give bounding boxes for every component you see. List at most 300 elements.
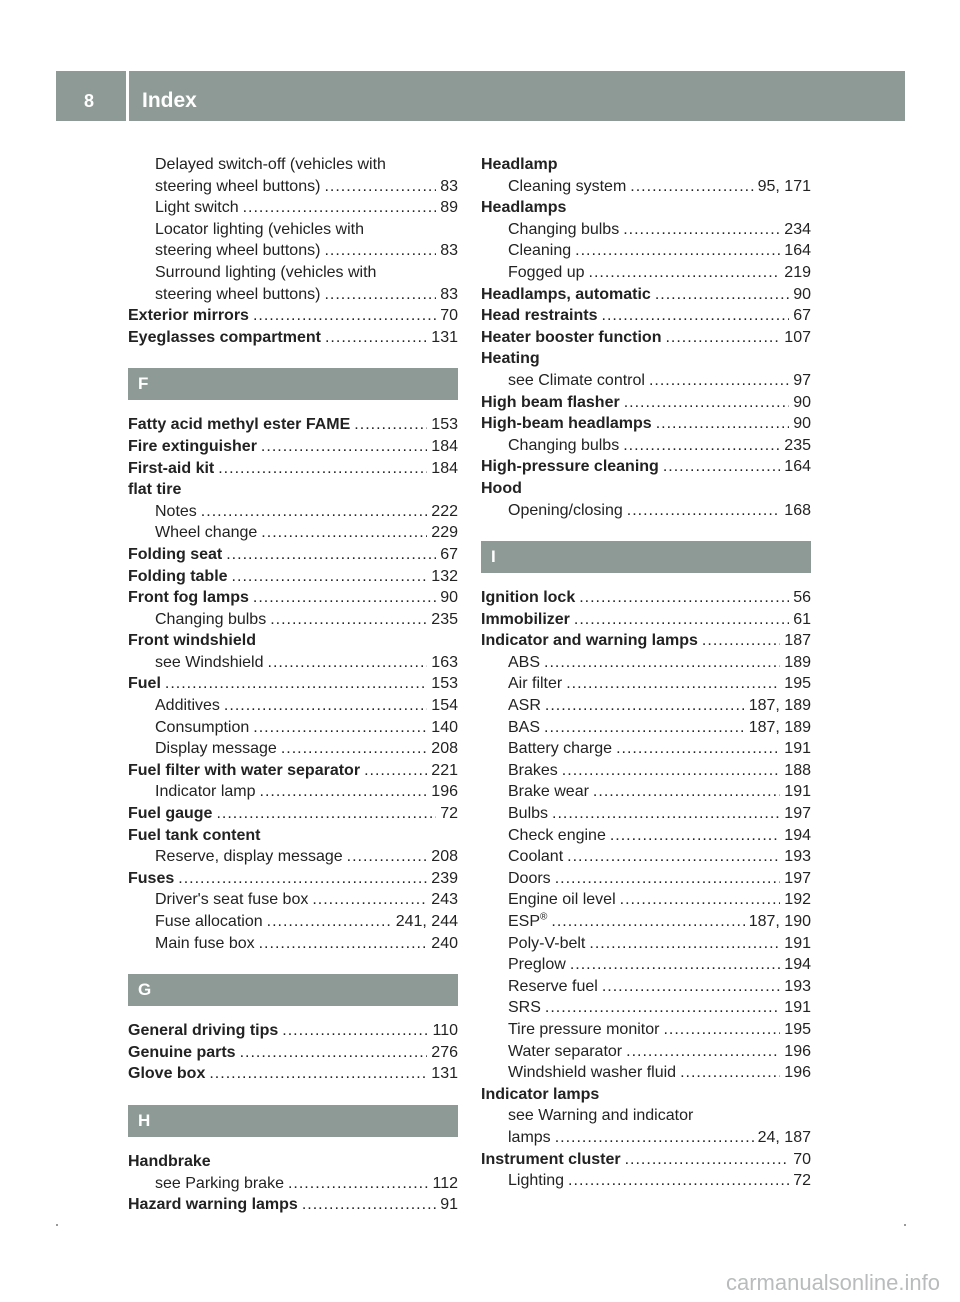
index-entry[interactable] [128,825,458,847]
index-entry[interactable] [481,609,811,631]
crop-mark [904,1224,906,1226]
dot-leader [270,609,427,631]
dot-leader [312,889,427,911]
page-reference[interactable]: 191 [784,740,811,758]
page-reference[interactable]: 90 [793,393,811,411]
entry-label [481,413,652,435]
entry-label-text: Heater booster function [481,328,662,346]
index-subentry[interactable] [128,781,458,803]
dot-leader [623,435,780,457]
entry-label-text: BAS [508,718,541,736]
dot-leader [566,673,780,695]
page-reference[interactable]: 187, 190 [748,913,811,930]
index-subentry[interactable] [481,868,811,890]
entry-label-text: steering wheel buttons) [155,242,321,260]
entry-label-text: Consumption [155,718,250,736]
page-reference[interactable]: 239 [431,869,458,887]
index-subentry[interactable] [128,609,458,631]
entry-label [155,284,320,306]
dot-leader [593,781,780,803]
entry-label [508,825,606,847]
index-entry[interactable] [128,414,458,436]
entry-label-text: Surround lighting (vehicles with [155,263,377,281]
dot-leader [240,1042,428,1064]
entry-label-text: Coolant [508,848,564,866]
dot-leader [261,436,427,458]
entry-label [508,500,623,522]
page-reference[interactable]: 91 [440,1196,458,1214]
page-reference[interactable]: 153 [431,416,458,434]
page-reference[interactable]: 276 [431,1043,458,1061]
page-reference[interactable]: 208 [431,848,458,866]
dot-leader [216,803,436,825]
index-subentry[interactable] [481,1019,811,1041]
dot-leader [702,630,780,652]
page-reference[interactable]: 72 [793,1172,811,1190]
entry-label-text: see Warning and indicator [508,1107,694,1125]
page-reference[interactable]: 240 [431,934,458,952]
page-reference[interactable]: 90 [793,415,811,433]
entry-label-text: Fuel tank content [128,826,261,844]
index-entry[interactable] [481,284,811,306]
dot-leader [663,1019,780,1041]
index-entry[interactable] [481,392,811,414]
index-subentry[interactable] [481,1062,811,1084]
page-reference[interactable]: 83 [440,285,458,303]
index-entry[interactable] [128,544,458,566]
entry-label [481,609,570,631]
entry-label [155,609,266,631]
page-reference[interactable]: 187, 189 [748,718,811,736]
index-subentry[interactable] [128,501,458,523]
entry-label-text: Additives [155,697,220,715]
index-subentry[interactable] [128,219,458,241]
dot-leader [259,933,428,955]
index-entry[interactable] [128,868,458,890]
index-entry[interactable] [128,760,458,782]
page-reference[interactable]: 235 [431,610,458,628]
entry-label [155,717,249,739]
page-reference[interactable]: 197 [784,805,811,823]
dot-leader [665,327,780,349]
entry-label [155,889,308,911]
index-entry[interactable] [481,348,811,370]
page-reference[interactable]: 235 [784,436,811,454]
index-entry[interactable] [128,436,458,458]
index-subentry[interactable] [481,803,811,825]
entry-label-text: Headlamp [481,156,558,173]
index-subentry[interactable] [481,954,811,976]
page-reference[interactable]: 131 [431,328,458,346]
page-reference[interactable]: 164 [784,242,811,260]
index-subentry[interactable] [481,1105,811,1127]
entry-label [128,458,214,480]
page-reference[interactable]: 221 [431,761,458,779]
entry-label-text: Cleaning [508,242,572,260]
page-reference[interactable]: 243 [431,891,458,909]
page-reference[interactable]: 72 [440,805,458,823]
page-reference[interactable]: 184 [431,437,458,455]
entry-label [508,1062,676,1084]
index-entry[interactable] [481,327,811,349]
index-entry[interactable] [128,587,458,609]
entry-label [508,435,619,457]
dot-leader [630,176,753,198]
entry-label-text: Fuses [128,869,175,887]
dot-leader [624,392,790,414]
page-reference[interactable]: 191 [784,934,811,952]
index-entry[interactable] [481,1149,811,1171]
index-subentry[interactable] [481,781,811,803]
entry-label [508,370,645,392]
page-reference[interactable]: 189 [784,653,811,671]
index-subentry[interactable] [128,240,458,262]
entry-label-text: Notes [155,502,197,520]
entry-label-text: High-pressure cleaning [481,458,659,476]
entry-label-text: Indicator and warning lamps [481,632,698,650]
index-subentry[interactable] [128,154,458,176]
index-entry[interactable] [128,479,458,501]
page-reference[interactable]: 67 [793,307,811,325]
page-reference[interactable]: 234 [784,220,811,238]
index-subentry[interactable] [481,673,811,695]
page-reference[interactable]: 67 [440,545,458,563]
page-reference[interactable]: 24, 187 [757,1128,811,1146]
index-subentry[interactable] [481,500,811,522]
entry-label-text: steering wheel buttons) [155,177,321,195]
registered-mark: ® [540,911,548,923]
index-subentry[interactable] [128,284,458,306]
page-reference[interactable]: 153 [431,675,458,693]
entry-label-text: Immobilizer [481,610,570,628]
page-number: 8 [84,91,95,111]
dot-leader [253,305,436,327]
entry-label [128,1063,205,1085]
index-entry[interactable] [128,803,458,825]
page-reference[interactable]: 196 [431,783,458,801]
index-subentry[interactable] [481,1170,811,1192]
entry-label [508,262,585,284]
page-reference[interactable]: 191 [784,999,811,1017]
dot-leader [253,587,436,609]
dot-leader [226,544,436,566]
entry-label [128,544,222,566]
page-reference[interactable]: 208 [431,740,458,758]
dot-leader [555,1127,754,1149]
index-subentry[interactable] [128,846,458,868]
page-reference[interactable]: 107 [784,328,811,346]
index-entry[interactable] [481,478,811,500]
index-entry[interactable] [128,1063,458,1085]
dot-leader [354,414,427,436]
dot-leader [663,456,780,478]
entry-label-text: see Windshield [155,653,264,671]
index-subentry[interactable] [481,997,811,1019]
entry-label [155,911,263,933]
index-subentry[interactable] [128,933,458,955]
dot-leader [364,760,427,782]
entry-label-text: Fuel [128,675,161,693]
index-subentry[interactable] [128,911,458,933]
dot-leader [260,781,428,803]
page-reference[interactable]: 83 [440,177,458,195]
entry-label-text: Water separator [508,1042,623,1060]
index-entry[interactable] [481,413,811,435]
dot-leader [165,673,427,695]
page-reference[interactable]: 192 [784,891,811,909]
dot-leader [201,501,428,523]
index-entry[interactable] [481,305,811,327]
index-entry[interactable] [481,154,811,176]
index-subentry[interactable] [128,1173,458,1195]
index-entry[interactable] [128,305,458,327]
index-subentry[interactable] [128,695,458,717]
entry-label [508,240,571,262]
index-subentry[interactable] [481,976,811,998]
page-reference[interactable]: 112 [432,1174,458,1192]
page-reference[interactable]: 131 [431,1065,458,1083]
entry-label-text: Battery charge [508,740,613,758]
index-subentry[interactable] [481,176,811,198]
page-reference[interactable]: 90 [440,589,458,607]
page-reference[interactable]: 193 [784,977,811,995]
entry-label [481,327,661,349]
dot-leader [656,413,790,435]
dot-leader [325,327,427,349]
entry-label-text: SRS [508,999,541,1017]
entry-label [508,717,540,739]
page-reference[interactable]: 187, 189 [748,697,811,715]
entry-label [481,284,651,306]
entry-label [155,219,364,241]
dot-leader [324,176,436,198]
entry-label-text: Changing bulbs [508,220,620,238]
entry-label [128,825,260,847]
dot-leader [324,240,436,262]
index-entry[interactable] [128,327,458,349]
dot-leader [232,566,428,588]
index-subentry[interactable] [481,1041,811,1063]
page-reference[interactable]: 219 [784,263,811,281]
dot-leader [282,1020,428,1042]
page-reference[interactable]: 184 [431,459,458,477]
entry-label [128,436,257,458]
page-reference[interactable]: 56 [793,589,811,607]
entry-label [508,1105,693,1127]
index-subentry[interactable] [481,240,811,262]
entry-label-text: Reserve fuel [508,977,598,995]
page-reference[interactable]: 61 [793,610,811,628]
entry-label [508,781,589,803]
page-reference[interactable]: 132 [431,567,458,585]
page-reference[interactable]: 70 [793,1150,811,1168]
entry-label-text: steering wheel buttons) [155,285,321,303]
entry-label [155,176,320,198]
entry-label [128,327,321,349]
entry-label-text: Cleaning system [508,177,627,195]
entry-label [128,803,212,825]
dot-leader [218,458,427,480]
page-reference[interactable]: 89 [440,199,458,217]
entry-label-text: Indicator lamps [481,1085,600,1103]
index-entry[interactable] [128,1151,458,1173]
page-reference[interactable]: 154 [431,697,458,715]
index-subentry[interactable] [128,889,458,911]
index-entry[interactable] [128,1194,458,1216]
page-reference[interactable]: 168 [784,501,811,519]
dot-leader [288,1173,429,1195]
dot-leader [602,976,780,998]
index-subentry[interactable] [481,846,811,868]
entry-label [508,760,558,782]
dot-leader [209,1063,427,1085]
page-reference[interactable]: 195 [784,675,811,693]
entry-label [128,1042,236,1064]
entry-label-text: High-beam headlamps [481,415,652,433]
dot-leader [626,1041,780,1063]
page-reference[interactable]: 194 [784,826,811,844]
entry-label [481,348,540,370]
page-reference[interactable]: 187 [784,632,811,650]
entry-label-text: High beam flasher [481,393,620,411]
entry-label-text: Main fuse box [155,934,255,952]
page-reference[interactable]: 229 [431,524,458,542]
page-reference[interactable]: 196 [784,1064,811,1082]
page-reference[interactable]: 188 [784,761,811,779]
dot-leader [567,846,780,868]
page-reference[interactable]: 222 [431,502,458,520]
index-entry[interactable] [481,1084,811,1106]
entry-label [155,846,343,868]
index-subentry[interactable] [128,262,458,284]
page-reference[interactable]: 140 [431,718,458,736]
dot-leader [555,868,781,890]
entry-label [155,522,257,544]
entry-label [128,414,350,436]
entry-label-text: Instrument cluster [481,1150,621,1168]
entry-label [481,587,575,609]
index-entry[interactable] [481,197,811,219]
dot-leader [568,1170,789,1192]
entry-label-text: Folding seat [128,545,223,563]
page-reference[interactable]: 194 [784,956,811,974]
entry-label [508,868,551,890]
index-subentry[interactable] [481,370,811,392]
entry-label-text: Folding table [128,567,228,585]
index-subentry[interactable] [481,760,811,782]
entry-label [508,954,566,976]
entry-label-text: Fuel gauge [128,805,213,823]
page-reference[interactable]: 110 [432,1022,458,1040]
page-reference[interactable]: 241, 244 [395,913,458,930]
entry-label [128,479,181,501]
index-subentry[interactable] [128,738,458,760]
index-entry[interactable] [128,566,458,588]
entry-label [508,846,563,868]
index-entry[interactable] [128,673,458,695]
letter-section-header: H [128,1105,458,1137]
entry-label [128,305,249,327]
crop-mark [56,1224,58,1226]
page-reference[interactable]: 95, 171 [757,177,811,195]
dot-leader [616,738,780,760]
entry-label [508,738,612,760]
index-entry[interactable] [128,458,458,480]
page-reference[interactable]: 163 [431,653,458,671]
entry-label [128,1194,298,1216]
entry-label [155,781,256,803]
page-reference[interactable]: 195 [784,1020,811,1038]
index-subentry[interactable] [481,1127,811,1149]
page-reference[interactable]: 196 [784,1042,811,1060]
entry-label-text: ASR [508,697,541,715]
entry-label [128,1151,211,1173]
page-reference[interactable]: 83 [440,242,458,260]
index-subentry[interactable] [481,695,811,717]
index-subentry[interactable] [128,652,458,674]
index-subentry[interactable] [481,889,811,911]
entry-label-text: Head restraints [481,307,598,325]
index-subentry[interactable] [481,717,811,739]
entry-label-text: Fuel filter with water separator [128,761,361,779]
index-subentry[interactable] [128,176,458,198]
index-entry[interactable] [481,456,811,478]
index-entry[interactable] [128,630,458,652]
entry-label-text: Hood [481,479,522,497]
index-subentry[interactable] [481,738,811,760]
index-subentry[interactable] [481,911,811,933]
entry-label [155,240,320,262]
dot-leader [545,695,745,717]
entry-label-text: ESP [508,913,541,930]
index-entry[interactable] [481,630,811,652]
index-entry[interactable] [128,1042,458,1064]
entry-label-text: Preglow [508,956,566,974]
entry-label-text: ABS [508,653,541,671]
entry-label-text: General driving tips [128,1022,279,1040]
page-reference[interactable]: 197 [784,869,811,887]
page-reference[interactable]: 164 [784,458,811,476]
entry-label-text: Heating [481,350,540,368]
page-reference[interactable]: 90 [793,285,811,303]
dot-leader [575,240,780,262]
index-subentry[interactable] [481,435,811,457]
index-subentry[interactable] [481,933,811,955]
index-subentry[interactable] [128,197,458,219]
index-subentry[interactable] [481,262,811,284]
entry-label [128,760,360,782]
page-reference[interactable]: 70 [440,307,458,325]
page-reference[interactable]: 193 [784,848,811,866]
dot-leader [562,760,781,782]
dot-leader [545,997,780,1019]
page-reference[interactable]: 191 [784,783,811,801]
index-subentry[interactable] [481,825,811,847]
entry-label-text: Display message [155,740,277,758]
index-subentry[interactable] [481,219,811,241]
entry-label-text: Delayed switch-off (vehicles with [155,156,386,173]
index-subentry[interactable] [128,522,458,544]
dot-leader [544,652,780,674]
entry-label-text: see Climate control [508,371,645,389]
entry-label-text: lamps [508,1128,551,1146]
index-subentry[interactable] [128,717,458,739]
entry-label-text: Headlamps, automatic [481,285,651,303]
index-subentry[interactable] [481,652,811,674]
page-reference[interactable]: 97 [793,371,811,389]
index-entry[interactable] [481,587,811,609]
index-entry[interactable] [128,1020,458,1042]
